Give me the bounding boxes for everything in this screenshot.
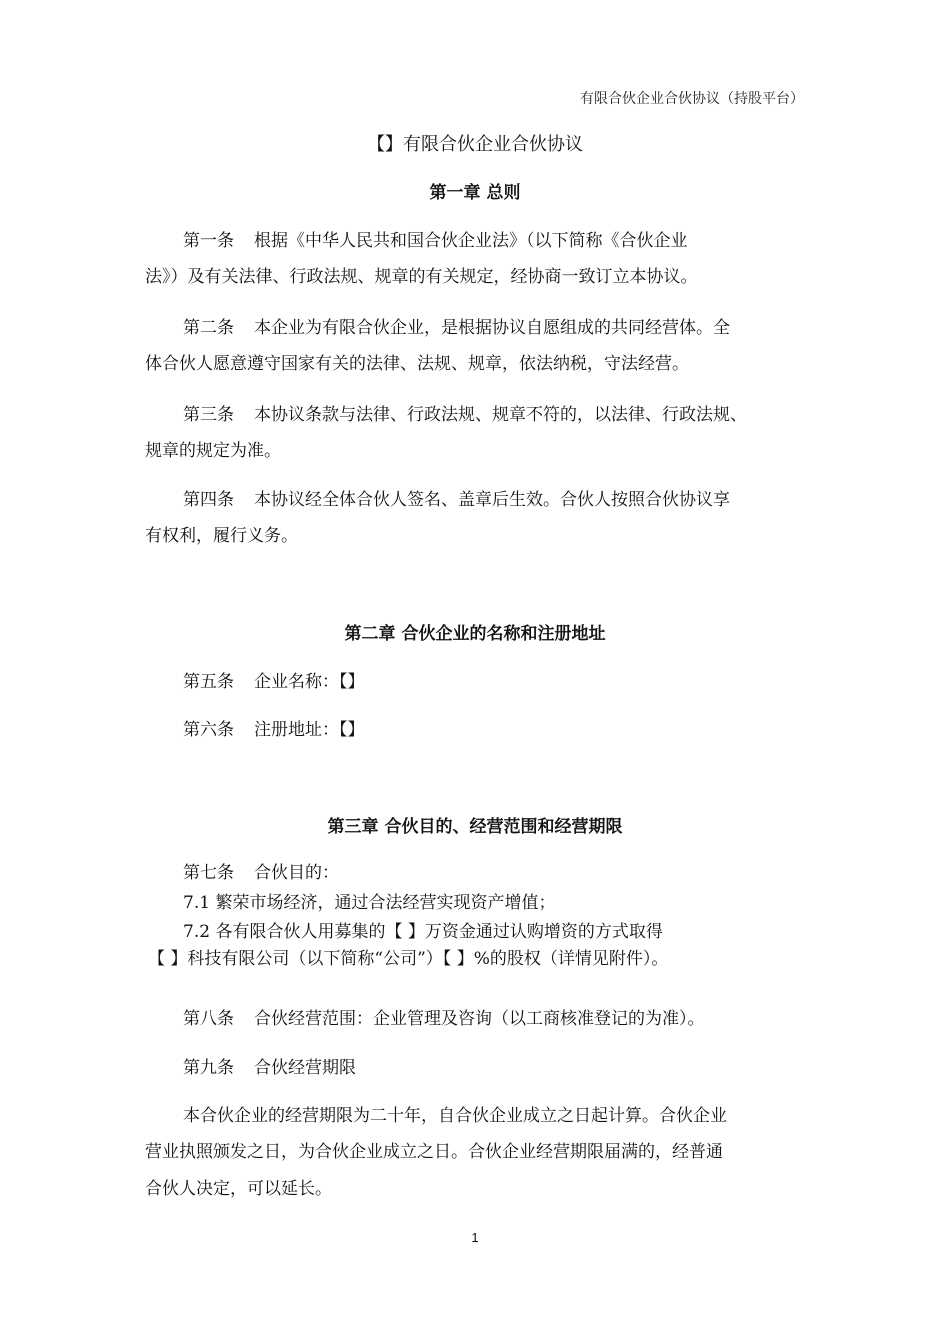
article-9-para-line-2: 营业执照颁发之日，为合伙企业成立之日。合伙企业经营期限届满的，经普通 [145,1142,723,1162]
article-7-item-2-line-2: 【 】科技有限公司（以下简称“公司”）【 】%的股权（详情见附件）。 [148,949,669,969]
chapter-3-heading: 第三章 合伙目的、经营范围和经营期限 [327,817,623,837]
article-9-para-line-3: 合伙人决定，可以延长。 [145,1179,332,1199]
article-3-line-2: 规章的规定为准。 [145,441,281,461]
company-name-field: 企业名称：【】 [254,672,365,692]
article-8-label: 第八条 [183,1009,234,1029]
running-header: 有限合伙企业合伙协议（持股平台） [580,91,804,107]
article-6-label: 第六条 [183,720,234,740]
article-1-line-1: 第一条 根据《中华人民共和国合伙企业法》（以下简称《合伙企业 [183,226,688,251]
article-3-line-1: 第三条 本协议条款与法律、行政法规、规章不符的，以法律、行政法规、 [183,400,747,425]
article-8: 第八条 合伙经营范围：企业管理及咨询（以工商核准登记的为准）。 [183,1004,705,1029]
registered-address-field: 注册地址：【】 [254,720,365,740]
article-9: 第九条 合伙经营期限 [183,1053,356,1078]
article-4-line-1: 第四条 本协议经全体合伙人签名、盖章后生效。合伙人按照合伙协议享 [183,485,730,510]
article-7: 第七条 合伙目的： [183,858,339,883]
article-2-line-2: 体合伙人愿意遵守国家有关的法律、法规、规章，依法纳税，守法经营。 [145,354,689,374]
article-5-label: 第五条 [183,672,234,692]
document-title: 【】有限合伙企业合伙协议 [367,134,583,155]
article-2-line-1: 第二条 本企业为有限合伙企业，是根据协议自愿组成的共同经营体。全 [183,313,730,338]
article-3-label: 第三条 [183,405,234,425]
article-7-item-2-line-1: 7.2 各有限合伙人用募集的【 】万资金通过认购增资的方式取得 [183,922,663,942]
article-6 [183,715,365,740]
page-number: 1 [471,1230,479,1245]
article-9-label: 第九条 [183,1058,234,1078]
article-5 [183,667,365,692]
article-4-line-2: 有权利，履行义务。 [145,526,298,546]
article-7-item-1: 7.1 繁荣市场经济，通过合法经营实现资产增值； [183,893,556,913]
article-9-para-line-1: 本合伙企业的经营期限为二十年，自合伙企业成立之日起计算。合伙企业 [183,1106,727,1126]
chapter-1-heading: 第一章 总则 [429,183,521,203]
article-1-line-2: 法》）及有关法律、行政法规、规章的有关规定，经协商一致订立本协议。 [145,267,698,287]
article-1-label: 第一条 [183,231,234,251]
chapter-2-heading: 第二章 合伙企业的名称和注册地址 [344,624,606,644]
article-7-label: 第七条 [183,863,234,883]
article-2-label: 第二条 [183,318,234,338]
article-4-label: 第四条 [183,490,234,510]
